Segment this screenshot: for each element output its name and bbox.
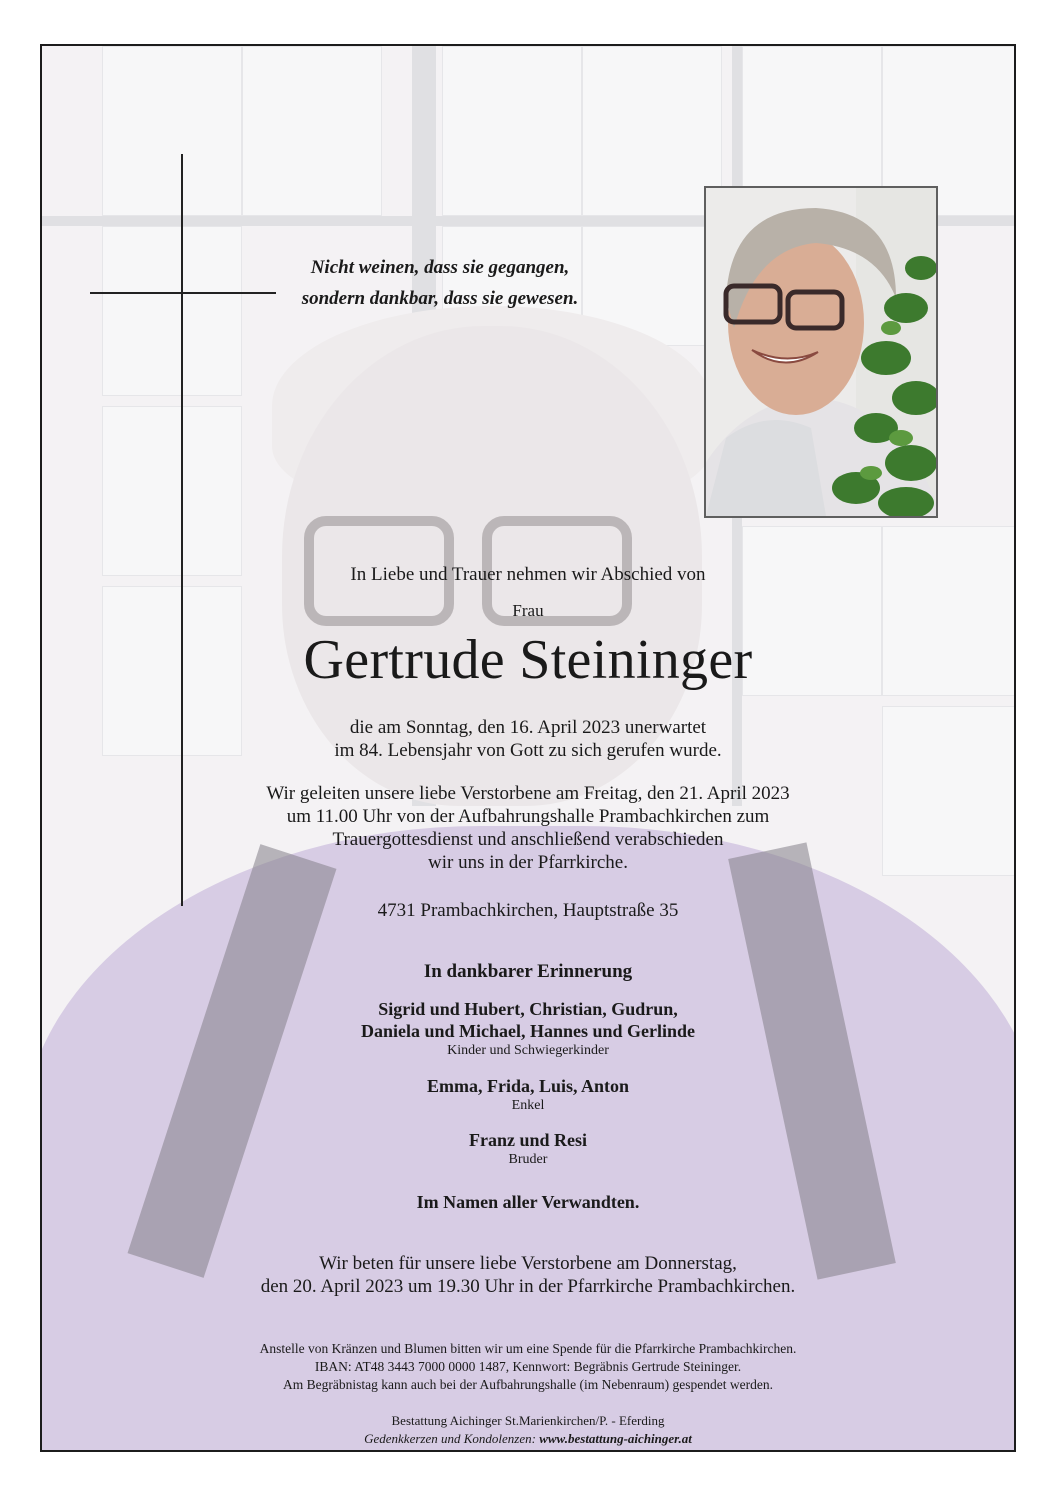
funeral-details: [42, 782, 1014, 874]
mourner-names: Franz und Resi: [468, 1130, 587, 1150]
donation-line: IBAN: AT48 3443 7000 0000 1487, Kennwort: Begräbnis Gertrude Steininger.: [314, 1359, 742, 1374]
mourner-group: [42, 1075, 1014, 1115]
farewell-intro: In Liebe und Trauer nehmen wir Abschied von: [350, 564, 706, 585]
mourner-group: [42, 1129, 1014, 1169]
portrait-illustration: [706, 188, 936, 516]
deceased-name: Gertrude Steininger: [303, 629, 753, 691]
mourners-heading: In dankbarer Erinnerung: [423, 961, 633, 982]
obituary-card: [40, 44, 1016, 1452]
mourner-names: Daniela und Michael, Hannes und Gerlinde: [360, 1021, 696, 1041]
mourner-group: [42, 998, 1014, 1060]
mourner-relation: Bruder: [508, 1152, 548, 1167]
donation-notice: [42, 1340, 1014, 1394]
funeral-line: wir uns in der Pfarrkirche.: [428, 852, 628, 873]
footer: [42, 1412, 1014, 1448]
death-notice-line: im 84. Lebensjahr von Gott zu sich gerufen wurde.: [334, 740, 722, 761]
mourner-names: Sigrid und Hubert, Christian, Gudrun,: [378, 999, 678, 1019]
prayer-notice: [42, 1252, 1014, 1298]
mourner-relation: Enkel: [511, 1098, 545, 1113]
condolence-label: Gedenkkerzen und Kondolenzen:: [364, 1431, 536, 1446]
address: 4731 Prambachkirchen, Hauptstraße 35: [377, 900, 679, 921]
memorial-quote: [240, 252, 640, 314]
death-notice-line: die am Sonntag, den 16. April 2023 unerwartet: [349, 717, 707, 738]
funeral-line: Wir geleiten unsere liebe Verstorbene am Freitag, den 21. April 2023: [266, 783, 790, 804]
quote-line: sondern dankbar, dass sie gewesen.: [301, 288, 579, 309]
prayer-line: Wir beten für unsere liebe Verstorbene am Donnerstag,: [319, 1253, 737, 1274]
salutation: Frau: [512, 601, 544, 620]
donation-line: Anstelle von Kränzen und Blumen bitten wir um eine Spende für die Pfarrkirche Prambachkirchen.: [259, 1341, 797, 1356]
death-notice: [42, 716, 1014, 762]
mourners-closing: Im Namen aller Verwandten.: [416, 1192, 640, 1212]
quote-line: Nicht weinen, dass sie gegangen,: [310, 257, 570, 278]
funeral-line: Trauergottesdienst und anschließend verabschieden: [332, 829, 724, 850]
portrait-photo: [704, 186, 938, 518]
website-link[interactable]: www.bestattung-aichinger.at: [539, 1431, 692, 1446]
mourner-names: Emma, Frida, Luis, Anton: [426, 1076, 630, 1096]
funeral-line: um 11.00 Uhr von der Aufbahrungshalle Prambachkirchen zum: [286, 806, 770, 827]
mourner-relation: Kinder und Schwiegerkinder: [447, 1043, 609, 1058]
donation-line: Am Begräbnistag kann auch bei der Aufbahrungshalle (im Nebenraum) gespendet werden.: [283, 1377, 773, 1392]
undertaker-name: Bestattung Aichinger St.Marienkirchen/P. - Eferding: [391, 1413, 665, 1428]
prayer-line: den 20. April 2023 um 19.30 Uhr in der Pfarrkirche Prambachkirchen.: [260, 1276, 796, 1297]
